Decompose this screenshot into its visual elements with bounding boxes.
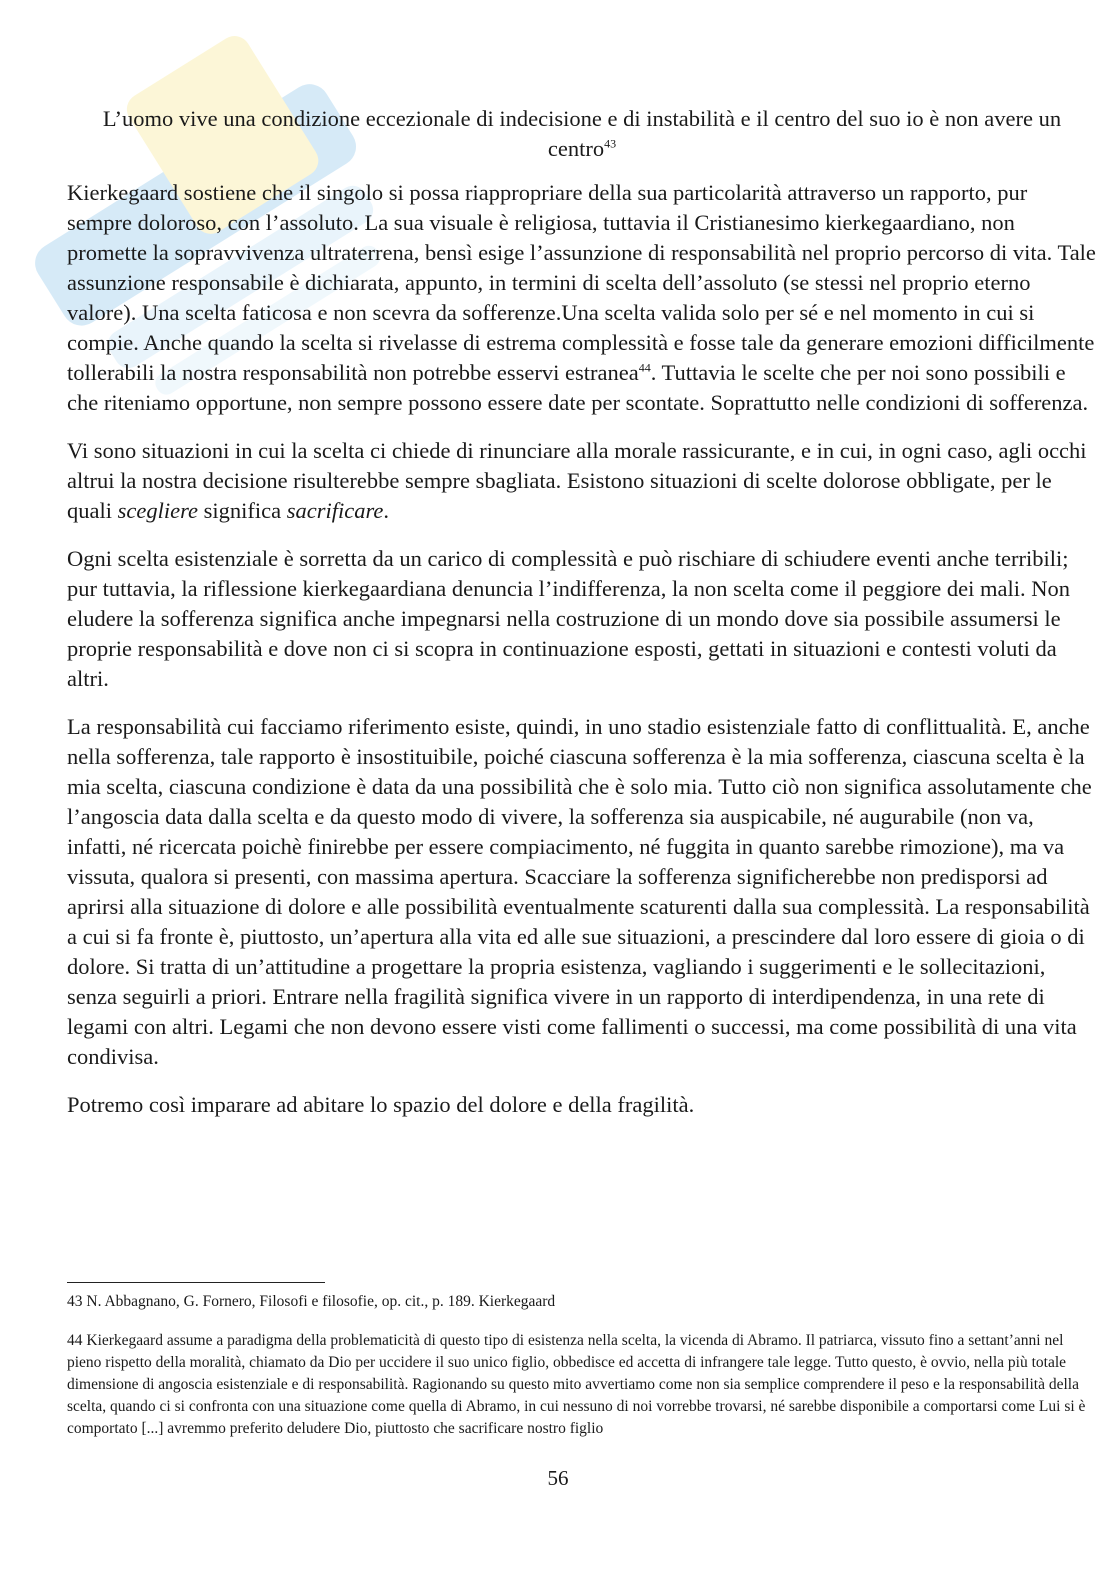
paragraph-3: Ogni scelta esistenziale è sorretta da un carico di complessità e può rischiare di schiudere eventi anche terribili; pur tuttavia, la riflessione kierkegaardiana denuncia l’indifferenza, la non scelta come il peggiore dei mali. Non eludere la sofferenza significa anche impegnarsi nella costruzione di un mondo dove sia possibile assumersi le proprie responsabilità e dove non ci si scopra in continuazione esposti, gettati in situazioni e contesti voluti da altri. bbox=[67, 546, 1070, 691]
paragraph-4: La responsabilità cui facciamo riferimento esiste, quindi, in uno stadio esistenziale fatto di conflittualità. E, anche nella sofferenza, tale rapporto è insostituibile, poiché ciascuna sofferenza è la mia sofferenza, ciascuna scelta è la mia scelta, ciascuna condizione è data da una possibilità che è solo mia. Tutto ciò non significa assolutamente che l’angoscia data dalla scelta e da questo modo di vivere, la sofferenza sia auspicabile, né augurabile (non va, infatti, né ricercata poichè finirebbe per essere compiacimento, né fuggita in quanto sarebbe rimozione), ma va vissuta, qualora si presenti, con massima apertura. Scacciare la sofferenza significherebbe non predisporsi ad aprirsi alla situazione di dolore e alle possibilità eventualmente scaturenti dalla sua complessità. La responsabilità a cui si fa fronte è, piuttosto, un’apertura alla vita ed alle sue situazioni, a prescindere dal loro essere di gioia o di dolore. Si tratta di un’attitudine a progettare la propria esistenza, vagliando i suggerimenti e le sollecitazioni, senza seguirli a priori. Entrare nella fragilità significa vivere in un rapporto di interdipendenza, in una rete di legami con altri. Legami che non devono essere visti come fallimenti o successi, ma come possibilità di una vita condivisa. bbox=[67, 714, 1092, 1069]
paragraph-5: Potremo così imparare ad abitare lo spazio del dolore e della fragilità. bbox=[67, 1092, 695, 1117]
section-heading bbox=[67, 104, 1097, 164]
paragraph-2-text-a: Vi sono situazioni in cui la scelta ci chiede di rinunciare alla morale rassicurante, e in cui, in ogni caso, agli occhi altrui la nostra decisione risulterebbe sempre sbagliata. Esistono situazioni di scelte dolorose obbligate, per le quali bbox=[67, 438, 1087, 523]
page-number: 56 bbox=[547, 1466, 569, 1490]
paragraph-2 bbox=[67, 436, 1097, 526]
footnote-ref-44[interactable]: 44 bbox=[638, 360, 651, 375]
paragraph-2-emphasis-sacrificare: sacrificare bbox=[286, 498, 384, 523]
footnotes-section bbox=[67, 1291, 1097, 1457]
footnote-44: 44 Kierkegaard assume a paradigma della problematicità di questo tipo di esistenza nella scelta, la vicenda di Abramo. Il patriarca, vissuto fino a settant’anni nel pieno rispetto della moralità, chiamato da Dio per uccidere il suo unico figlio, obbedisce ed accetta di infrangere tale legge. Tutto questo, è ovvio, nella più totale dimensione di angoscia esistenziale e di responsabilità. Ragionando su questo mito avvertiamo come non sia semplice comprendere il peso e la responsabilità della scelta, quando ci si confronta con una situazione come quella di Abramo, in cui nessuno di noi vorrebbe trovarsi, né sarebbe disponibile a comportarsi come Lui si è comportato [...] avremmo preferito deludere Dio, piuttosto che sacrificare nostro figlio bbox=[67, 1332, 1086, 1437]
heading-text: L’uomo vive una condizione eccezionale di indecisione e di instabilità e il centro del suo io è non avere un centro bbox=[102, 106, 1062, 161]
paragraph-2-emphasis-scegliere: scegliere bbox=[117, 498, 199, 523]
paragraph-1-text-b: . Tuttavia le scelte che per noi sono possibili e che riteniamo opportune, non sempre possono essere date per scontate. Soprattutto nelle condizioni di sofferenza. bbox=[67, 360, 1089, 415]
paragraph-1 bbox=[67, 178, 1097, 418]
paragraph-1-text-a: Kierkegaard sostiene che il singolo si possa riappropriare della sua particolarità attraverso un rapporto, pur sempre doloroso, con l’assoluto. La sua visuale è religiosa, tuttavia il Cristianesimo kierkegaardiano, non promette la sopravvivenza ultraterrena, bensì esige l’assunzione di responsabilità nel proprio percorso di vita. Tale assunzione responsabile è dichiarata, appunto, in termini di scelta dell’assoluto (se stessi nel proprio eterno valore). Una scelta faticosa e non scevra da sofferenze.Una scelta valida solo per sé e nel momento in cui si compie. Anche quando la scelta si rivelasse di estrema complessità e fosse tale da generare emozioni difficilmente tollerabili la nostra responsabilità non potrebbe esservi estranea bbox=[67, 180, 1096, 385]
paragraph-2-text-c: . bbox=[383, 498, 390, 523]
footnote-separator bbox=[67, 1282, 325, 1283]
paragraph-2-text-b: significa bbox=[198, 498, 287, 523]
footnote-43: 43 N. Abbagnano, G. Fornero, Filosofi e filosofie, op. cit., p. 189. Kierkegaard bbox=[67, 1293, 556, 1310]
footnote-ref-43[interactable]: 43 bbox=[604, 136, 617, 151]
page-content bbox=[67, 104, 1097, 1138]
